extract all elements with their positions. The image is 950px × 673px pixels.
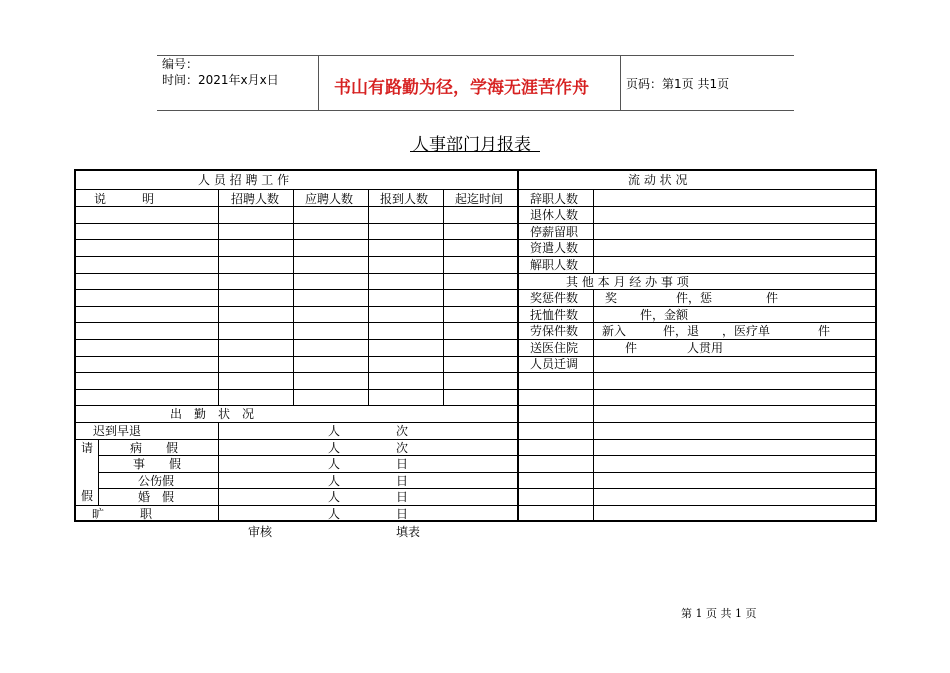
attendance-person-unit: 人 <box>328 457 341 471</box>
attendance-days-unit: 日 <box>396 474 409 488</box>
grid-row-line <box>75 356 876 357</box>
attendance-injury-label: 公伤假 <box>138 474 175 488</box>
grid-row-line <box>75 339 876 340</box>
grid-col-line <box>98 439 99 505</box>
other-row-hospital-p2: 人贯用 <box>687 341 724 355</box>
other-row-insurance-p4: 件 <box>818 324 831 338</box>
review-label: 审核 <box>248 525 273 539</box>
attendance-sick-label: 病 假 <box>130 441 179 455</box>
attendance-person-unit: 人 <box>328 424 341 438</box>
grid-col-line <box>593 289 594 521</box>
other-row-reward-p2: 件，惩 <box>676 291 713 305</box>
flow-row-retire: 退休人数 <box>530 208 579 222</box>
flow-row-resign: 辞职人数 <box>530 192 579 206</box>
other-row-hospital-p1: 件 <box>625 341 638 355</box>
grid-row-line <box>75 505 876 506</box>
col-desc-header: 说 明 <box>94 192 155 206</box>
attendance-late-label: 迟到早退 <box>93 424 142 438</box>
grid-row-line <box>75 306 876 307</box>
attendance-person-unit: 人 <box>328 474 341 488</box>
page-footer: 第 1 页 共 1 页 <box>681 607 757 620</box>
fill-label: 填表 <box>396 525 421 539</box>
grid-row-line <box>75 389 876 390</box>
grid-row-line <box>75 189 876 190</box>
other-row-reward-label: 奖惩件数 <box>530 291 579 305</box>
grid-col-line <box>218 189 219 405</box>
doc-time-label: 时间：2021年x月x日 <box>162 73 279 87</box>
doc-number-label: 编号： <box>162 57 199 71</box>
grid-col-line <box>593 189 594 273</box>
col-applied-header: 应聘人数 <box>305 192 354 206</box>
page-title: 人事部门月报表 <box>412 135 531 155</box>
col-hired-header: 招聘人数 <box>231 192 280 206</box>
attendance-personal-label: 事 假 <box>133 457 182 471</box>
other-row-transfer-label: 人员迁调 <box>530 357 579 371</box>
grid-row-line <box>75 439 876 440</box>
other-row-insurance-p3: ，医疗单 <box>722 324 771 338</box>
grid-row-line <box>75 239 876 240</box>
grid-row-line <box>75 256 876 257</box>
attendance-person-unit: 人 <box>328 441 341 455</box>
other-row-hospital-label: 送医住院 <box>530 341 579 355</box>
recruit-section-title: 人 员 招 聘 工 作 <box>198 173 290 187</box>
other-row-pension-p1: 件，金额 <box>640 308 689 322</box>
attendance-days-unit: 日 <box>396 507 409 521</box>
other-section-title: 其 他 本 月 经 办 事 项 <box>566 275 689 289</box>
flow-row-layoff: 资遣人数 <box>530 241 579 255</box>
header-top-rule <box>157 55 794 56</box>
col-period-header: 起迄时间 <box>455 192 504 206</box>
other-row-reward-p3: 件 <box>766 291 779 305</box>
other-row-pension-label: 抚恤件数 <box>530 308 579 322</box>
other-row-insurance-p2: 件，退 <box>663 324 700 338</box>
grid-row-line <box>75 289 876 290</box>
grid-row-line <box>75 273 876 274</box>
report-table <box>74 169 877 522</box>
grid-row-line <box>75 422 876 423</box>
attendance-section-title: 出 勤 状 况 <box>170 407 255 421</box>
grid-col-line <box>293 189 294 405</box>
other-row-insurance-label: 劳保件数 <box>530 324 579 338</box>
page-number-label: 页码：第1页 共1页 <box>626 77 730 91</box>
attendance-times-unit: 次 <box>396 441 409 455</box>
grid-row-line <box>75 372 876 373</box>
header-divider-left <box>318 55 319 110</box>
header-divider-right <box>620 55 621 110</box>
header-slogan: 书山有路勤为径，学海无涯苦作舟 <box>334 78 589 98</box>
attendance-person-unit: 人 <box>328 507 341 521</box>
col-reported-header: 报到人数 <box>380 192 429 206</box>
grid-row-line <box>98 472 876 473</box>
flow-section-title: 流 动 状 况 <box>628 173 688 187</box>
attendance-days-unit: 日 <box>396 490 409 504</box>
attendance-days-unit: 日 <box>396 457 409 471</box>
attendance-marriage-label: 婚 假 <box>138 490 175 504</box>
grid-col-line <box>368 189 369 405</box>
attendance-times-unit: 次 <box>396 424 409 438</box>
flow-row-dismiss: 解职人数 <box>530 258 579 272</box>
grid-row-line <box>98 488 876 489</box>
grid-row-line <box>98 455 876 456</box>
grid-row-line <box>75 223 876 224</box>
attendance-person-unit: 人 <box>328 490 341 504</box>
grid-main-divider <box>517 170 519 521</box>
other-row-reward-p1: 奖 <box>605 291 618 305</box>
attendance-leave-char1: 请 <box>81 441 94 455</box>
grid-col-line <box>218 422 219 522</box>
flow-row-unpaid-leave: 停薪留职 <box>530 225 579 239</box>
title-underline <box>410 151 540 152</box>
header-bottom-rule <box>157 110 794 111</box>
attendance-leave-char2: 假 <box>81 489 94 503</box>
other-row-insurance-p1: 新入 <box>602 324 627 338</box>
grid-col-line <box>443 189 444 405</box>
attendance-absent-label: 旷 职 <box>92 507 153 521</box>
